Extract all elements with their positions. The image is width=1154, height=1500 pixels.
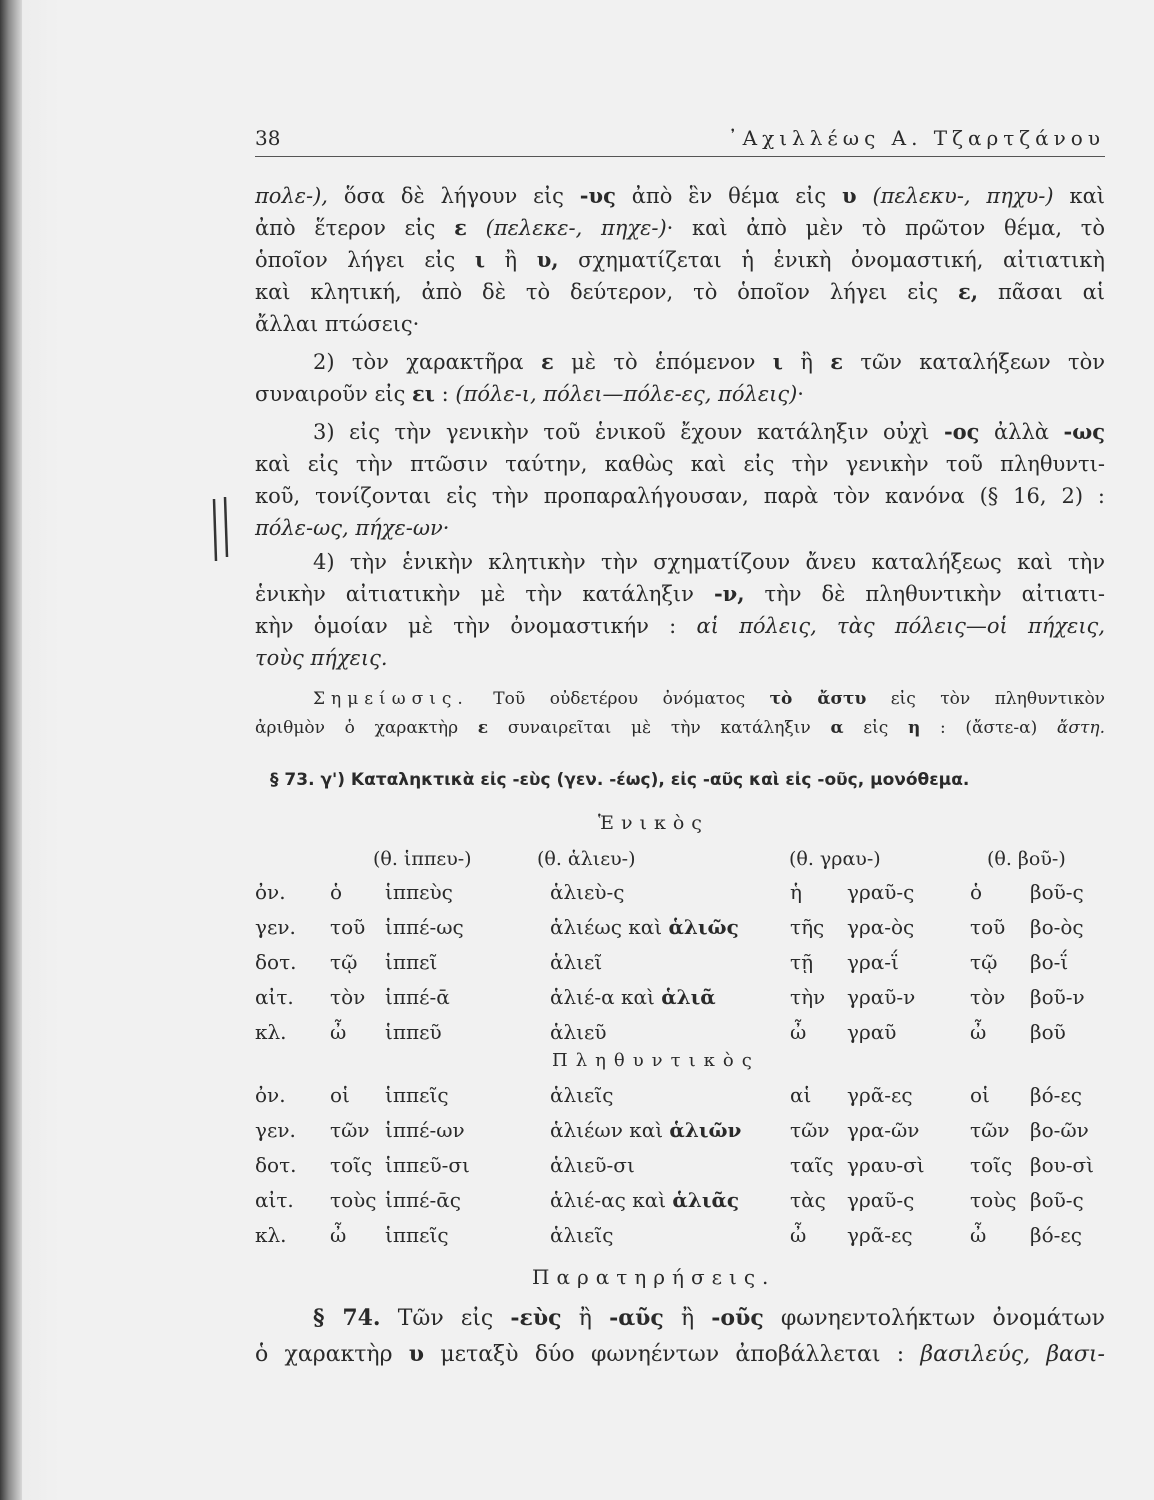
declension-cell: βου-σὶ — [1030, 1153, 1095, 1177]
form-text: ἁλιεὺ-ς — [550, 880, 625, 904]
text-span: ἢ — [485, 248, 537, 272]
declension-cell: τοῦ — [330, 915, 366, 939]
declension-row — [255, 1223, 1115, 1258]
declension-cell — [550, 880, 625, 904]
form-text: ἁλιέων καὶ — [550, 1118, 670, 1142]
text-span: κοῦ, τονίζονται εἰς τὴν προπαραλήγουσαν, παρὰ τὸν κανόνα (§ 16, 2) : — [255, 484, 1105, 508]
margin-pencil-mark — [206, 495, 240, 565]
declension-cell: τοῦ — [970, 915, 1006, 939]
declension-cell: ἱππεῖς — [385, 1223, 449, 1247]
rule-point-2 — [255, 346, 1105, 410]
form-text: ἁλιεῖ — [550, 950, 603, 974]
declension-cell: γεν. — [255, 1118, 296, 1142]
declension-cell: τοῖς — [330, 1153, 373, 1177]
declension-cell: τῶν — [970, 1118, 1010, 1142]
declension-row — [255, 880, 1115, 915]
declension-cell: ὦ — [970, 1223, 987, 1247]
declension-cell: ἱππέ-ᾱς — [385, 1188, 461, 1212]
contracted-form: ἁλιᾶ — [661, 985, 716, 1009]
text-line — [255, 346, 1105, 378]
declension-cell: δοτ. — [255, 950, 297, 974]
singular-caption: Ἑνικὸς — [598, 812, 709, 834]
text-span: πᾶσαι αἱ — [978, 280, 1105, 304]
text-span: φωνηεντολήκτων ὀνομάτων — [763, 1306, 1105, 1331]
text-span: τῶν καταλήξεων τὸν — [843, 350, 1105, 374]
declension-cell: τῷ — [970, 950, 998, 974]
form-text: ἁλιεῦ — [550, 1020, 607, 1044]
declension-cell: τὰς — [790, 1188, 826, 1212]
declension-cell: οἱ — [330, 1083, 350, 1107]
text-span: εἰς τὸν πληθυντικὸν — [866, 689, 1106, 709]
declension-row — [255, 1153, 1115, 1188]
text-line — [255, 276, 1105, 308]
text-line — [255, 578, 1105, 610]
declension-cell: ὦ — [790, 1223, 807, 1247]
text-span: (πελεκυ-, πηχυ-) — [872, 184, 1054, 208]
text-span: αἱ πόλεις, τὰς πόλεις—οἱ πήχεις, — [696, 614, 1105, 638]
declension-cell: τῆς — [790, 915, 825, 939]
text-span: ἄστη. — [1056, 718, 1105, 738]
declension-cell — [550, 1153, 635, 1177]
declension-cell: ὦ — [330, 1020, 347, 1044]
text-span: σχηματίζεται ἡ ἑνικὴ ὀνομαστική, αἰτιατικὴ — [558, 248, 1105, 272]
declension-cell: γεν. — [255, 915, 296, 939]
stem-label: (θ. βοῦ-) — [987, 848, 1066, 870]
declension-cell: οἱ — [970, 1083, 990, 1107]
text-span: καὶ εἰς τὴν πτῶσιν ταύτην, καθὼς καὶ εἰς τὴν γενικὴν τοῦ πληθυντι- — [255, 452, 1105, 476]
text-span: τὴν δὲ πληθυντικὴν αἰτιατι- — [744, 582, 1105, 606]
text-span: ἀλλὰ — [979, 420, 1064, 444]
text-span: πολε-), — [255, 184, 328, 208]
contracted-form: ἁλιῶς — [668, 915, 739, 939]
declension-cell: γρᾶ-ες — [847, 1223, 913, 1247]
text-line — [255, 212, 1105, 244]
singular-declension-table — [255, 880, 1115, 1055]
declension-cell — [550, 1223, 613, 1247]
text-span: πόλε-ως, πήχε-ων· — [255, 516, 450, 540]
text-span: -ν, — [713, 581, 745, 606]
text-span: -οῦς — [711, 1305, 764, 1331]
declension-cell: δοτ. — [255, 1153, 297, 1177]
declension-cell: ἱππεὺς — [385, 880, 453, 904]
text-span: εἰς — [843, 718, 908, 738]
declension-cell: βοῦ-ν — [1030, 985, 1085, 1009]
text-span: ἢ — [561, 1306, 610, 1331]
text-span: α — [830, 718, 844, 738]
text-span: συναιροῦν εἰς — [255, 382, 413, 406]
declension-cell: αἰτ. — [255, 1188, 294, 1212]
text-span: ἢ — [663, 1306, 712, 1331]
text-span: : — [434, 382, 456, 406]
form-text: ἁλιεῦ-σι — [550, 1153, 635, 1177]
declension-cell: βό-ες — [1030, 1223, 1082, 1247]
text-span: ἀπὸ ἓν θέμα εἰς — [615, 184, 842, 208]
declension-cell: τὸν — [970, 985, 1006, 1009]
observations-heading: Παρατηρήσεις. — [532, 1265, 776, 1289]
declension-cell: τῷ — [330, 950, 358, 974]
text-span: -εὺς — [510, 1305, 562, 1331]
text-line — [255, 416, 1105, 448]
text-span: Τοῦ οὐδετέρου ὀνόματος — [493, 689, 770, 709]
text-line — [255, 512, 1105, 544]
text-span: -ως — [1063, 419, 1105, 444]
text-span: τὸ ἄστυ — [769, 689, 867, 709]
declension-cell: τῶν — [330, 1118, 370, 1142]
declension-cell: τοῖς — [970, 1153, 1013, 1177]
declension-cell: γρα-ῶν — [847, 1118, 920, 1142]
text-span: υ — [842, 183, 857, 208]
text-line — [255, 378, 1105, 410]
text-span: ι — [772, 349, 783, 374]
declension-cell: γρᾶ-ες — [847, 1083, 913, 1107]
declension-cell: ἱππέ-ως — [385, 915, 464, 939]
form-text: ἁλιέως καὶ — [550, 915, 669, 939]
text-span: (πελεκε-, πηχε-) — [485, 216, 667, 240]
declension-cell: ὁ — [330, 880, 343, 904]
declension-row — [255, 1188, 1115, 1223]
text-span: Τῶν εἰς — [380, 1306, 511, 1331]
text-span: καὶ — [1053, 184, 1105, 208]
declension-row — [255, 985, 1115, 1020]
text-span: ὁ χαρακτὴρ — [255, 1342, 409, 1367]
text-span: (πόλε-ι, πόλει—πόλε-ες, πόλεις) — [455, 382, 798, 406]
text-span: -υς — [579, 183, 616, 208]
section-73-heading: § 73. γ') Καταληκτικὰ εἰς -εὺς (γεν. -έως), εἰς -αῦς καὶ εἰς -οῦς, μονόθεμα. — [270, 770, 970, 790]
text-span: · καὶ ἀπὸ μὲν τὸ πρῶτον θέμα, τὸ — [666, 216, 1105, 240]
text-span: -ος — [943, 419, 980, 444]
declension-cell: κλ. — [255, 1223, 287, 1247]
text-line — [255, 610, 1105, 642]
declension-cell: ὦ — [330, 1223, 347, 1247]
form-text: ἁλιέ-α καὶ — [550, 985, 662, 1009]
text-span: συναιρεῖται μὲ τὴν κατάληξιν — [488, 718, 831, 738]
declension-cell: γρα-ΐ — [847, 950, 899, 974]
contracted-form: ἁλιᾶς — [672, 1188, 740, 1212]
text-line — [255, 714, 1105, 743]
declension-cell: βοῦ-ς — [1030, 880, 1084, 904]
declension-cell: αἱ — [790, 1083, 812, 1107]
declension-row — [255, 950, 1115, 985]
text-line — [255, 685, 1105, 714]
plural-caption: Πληθυντικὸς — [552, 1050, 760, 1071]
declension-cell: κλ. — [255, 1020, 287, 1044]
declension-row — [255, 915, 1115, 950]
text-span: ὅσα δὲ λήγουν εἰς — [328, 184, 580, 208]
declension-cell: ἱππέ-ων — [385, 1118, 465, 1142]
note-label: Σημείωσις. — [313, 689, 469, 709]
declension-cell: ὦ — [790, 1020, 807, 1044]
declension-cell: τοὺς — [330, 1188, 377, 1212]
text-line — [255, 244, 1105, 276]
text-span: ε — [477, 718, 489, 738]
text-span: ε — [830, 349, 844, 374]
text-line — [255, 1336, 1105, 1372]
text-span: ἀριθμὸν ὁ χαρακτὴρ — [255, 718, 478, 738]
text-span: ἄλλαι πτώσεις· — [255, 312, 420, 336]
contracted-form: ἁλιῶν — [669, 1118, 742, 1142]
text-span: 4) τὴν ἑνικὴν κλητικὴν τὴν σχηματίζουν ἄνευ καταλήξεως καὶ τὴν — [313, 550, 1105, 574]
declension-cell: τῶν — [790, 1118, 830, 1142]
declension-cell — [550, 915, 739, 939]
declension-cell: βοῦ-ς — [1030, 1188, 1084, 1212]
text-span: καὶ κλητική, ἀπὸ δὲ τὸ δεύτερον, τὸ ὁποῖον λήγει εἰς — [255, 280, 959, 304]
declension-cell: βοῦ — [1030, 1020, 1066, 1044]
form-text: ἁλιεῖς — [550, 1083, 614, 1107]
declension-cell — [550, 950, 602, 974]
declension-cell: ἱππεῦ — [385, 1020, 442, 1044]
declension-cell: ὦ — [970, 1020, 987, 1044]
text-span — [857, 184, 873, 208]
text-span: ε — [540, 349, 554, 374]
text-span: τοὺς πήχεις. — [255, 646, 388, 670]
declension-cell: ταῖς — [790, 1153, 834, 1177]
text-line — [255, 642, 1105, 674]
declension-row — [255, 1118, 1115, 1153]
stem-label: (θ. ἁλιευ-) — [537, 848, 636, 870]
text-span: μεταξὺ δύο φωνηέντων ἀποβάλλεται : — [424, 1342, 921, 1367]
declension-cell: ἱππεῖς — [385, 1083, 449, 1107]
declension-cell: βο-ὸς — [1030, 915, 1084, 939]
declension-cell: γρα-ὸς — [847, 915, 915, 939]
text-span: μὲ τὸ ἑπόμενον — [553, 350, 773, 374]
text-line — [255, 180, 1105, 212]
text-span: βασιλεύς, βασι- — [920, 1342, 1105, 1367]
text-span: ει — [412, 381, 435, 406]
text-span — [467, 216, 486, 240]
declension-cell: γραῦ-ς — [847, 880, 915, 904]
declension-cell: ἱππεῦ-σι — [385, 1153, 470, 1177]
declension-cell — [550, 1020, 607, 1044]
declension-cell: τὸν — [330, 985, 366, 1009]
form-text: ἁλιέ-ας καὶ — [550, 1188, 673, 1212]
declension-cell: ἱππεῖ — [385, 950, 438, 974]
declension-cell — [550, 985, 716, 1009]
text-span: κὴν ὁμοίαν μὲ τὴν ὀνομαστικήν : — [255, 614, 697, 638]
rule-point-3 — [255, 416, 1105, 544]
text-line — [255, 448, 1105, 480]
text-span: ἢ — [782, 350, 831, 374]
text-span: ε, — [958, 279, 979, 304]
declension-cell: ἡ — [790, 880, 802, 904]
stem-row — [255, 848, 1115, 878]
declension-cell: ὀν. — [255, 880, 286, 904]
text-span: ὁποῖον λήγει εἰς — [255, 248, 475, 272]
declension-cell: βο-ῶν — [1030, 1118, 1089, 1142]
text-span: · — [797, 382, 804, 406]
page-number: 38 — [255, 126, 281, 150]
declension-cell: ὁ — [970, 880, 983, 904]
text-span: ἑνικὴν αἰτιατικὴν μὲ τὴν κατάληξιν — [255, 582, 714, 606]
text-span: υ — [408, 1341, 425, 1367]
page-binding-edge — [0, 0, 22, 1500]
stem-label: (θ. γραυ-) — [789, 848, 881, 870]
text-span: -αῦς — [609, 1305, 664, 1331]
declension-cell: γραῦ — [847, 1020, 897, 1044]
declension-cell — [550, 1188, 739, 1212]
plural-declension-table — [255, 1083, 1115, 1258]
note-block — [255, 685, 1105, 743]
text-span: § 74. — [313, 1305, 381, 1331]
declension-cell: γραῦ-ν — [847, 985, 916, 1009]
text-span: 2) τὸν χαρακτῆρα — [313, 350, 541, 374]
text-span: 3) εἰς τὴν γενικὴν τοῦ ἑνικοῦ ἔχουν κατάληξιν οὐχὶ — [313, 420, 944, 444]
text-span: η — [907, 718, 921, 738]
rule-point-4 — [255, 546, 1105, 674]
declension-cell: βο-ΐ — [1030, 950, 1069, 974]
text-line — [255, 480, 1105, 512]
declension-cell — [550, 1083, 613, 1107]
running-head — [255, 126, 1105, 157]
text-span: ι — [474, 247, 485, 272]
declension-cell: αἰτ. — [255, 985, 294, 1009]
declension-cell: τοὺς — [970, 1188, 1017, 1212]
stem-label: (θ. ἱππευ-) — [373, 848, 472, 870]
declension-cell: γραῦ-ς — [847, 1188, 915, 1212]
text-span: ε — [454, 215, 467, 240]
text-line — [255, 1300, 1105, 1336]
text-span: : (ἄστε-α) — [920, 718, 1057, 738]
form-text: ἁλιεῖς — [550, 1223, 614, 1247]
declension-cell: ἱππέ-ᾱ — [385, 985, 450, 1009]
paragraph-continuation — [255, 180, 1105, 340]
section-74 — [255, 1300, 1105, 1372]
running-head-title: ᾿Αχιλλέως Α. Τζαρτζάνου — [727, 126, 1105, 150]
text-line — [255, 308, 1105, 340]
text-span: υ, — [536, 247, 559, 272]
declension-cell — [550, 1118, 741, 1142]
declension-cell: βό-ες — [1030, 1083, 1082, 1107]
declension-cell: γραυ-σὶ — [847, 1153, 925, 1177]
declension-row — [255, 1083, 1115, 1118]
declension-cell: τὴν — [790, 985, 826, 1009]
text-line — [255, 546, 1105, 578]
text-span: ἀπὸ ἕτερον εἰς — [255, 216, 455, 240]
declension-cell: ὀν. — [255, 1083, 286, 1107]
declension-cell: τῇ — [790, 950, 814, 974]
